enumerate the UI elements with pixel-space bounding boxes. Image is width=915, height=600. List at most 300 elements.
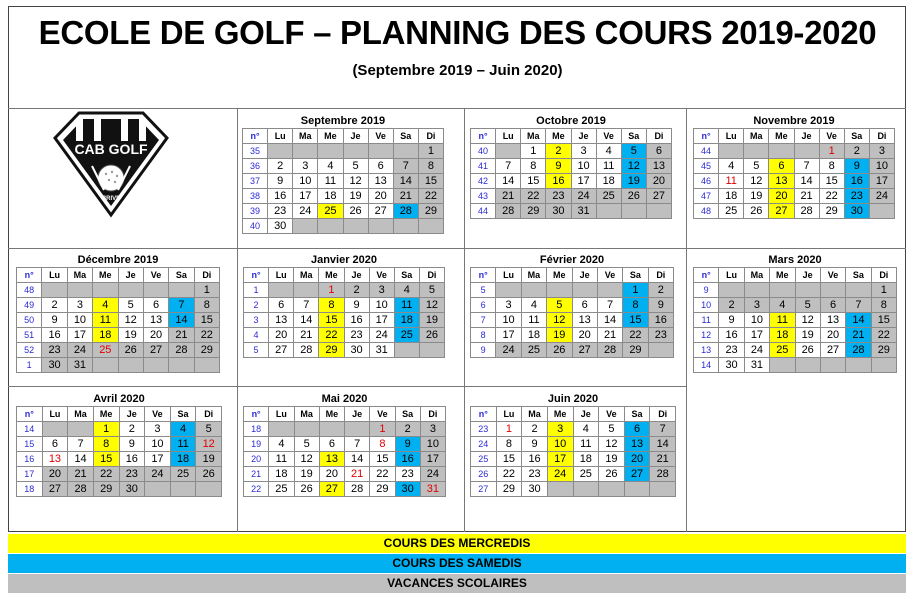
day-cell: 5 bbox=[621, 144, 646, 159]
day-cell: 12 bbox=[744, 174, 769, 189]
day-header: Ma bbox=[744, 268, 769, 283]
day-header: Lu bbox=[269, 268, 294, 283]
day-cell bbox=[599, 482, 625, 497]
day-cell: 25 bbox=[394, 328, 419, 343]
day-cell: 7 bbox=[496, 159, 521, 174]
day-cell: 3 bbox=[420, 422, 445, 437]
day-cell: 22 bbox=[871, 328, 896, 343]
day-cell bbox=[496, 144, 521, 159]
week-number: 11 bbox=[694, 313, 719, 328]
week-number: 51 bbox=[17, 328, 42, 343]
day-cell bbox=[419, 343, 444, 358]
day-header: Ve bbox=[368, 129, 393, 144]
day-cell bbox=[846, 283, 871, 298]
day-cell bbox=[68, 422, 94, 437]
day-header-row bbox=[243, 129, 444, 144]
day-header: Me bbox=[546, 129, 571, 144]
day-cell: 22 bbox=[521, 189, 546, 204]
day-cell: 28 bbox=[345, 482, 370, 497]
day-cell: 26 bbox=[343, 204, 368, 219]
week-number: 21 bbox=[244, 467, 269, 482]
day-cell: 13 bbox=[820, 313, 845, 328]
month-janvier-2020 bbox=[243, 253, 445, 358]
day-cell bbox=[318, 219, 343, 234]
day-header-row bbox=[471, 407, 676, 422]
day-cell: 8 bbox=[819, 159, 844, 174]
day-cell bbox=[143, 358, 168, 373]
day-cell bbox=[169, 358, 194, 373]
day-cell: 29 bbox=[871, 343, 896, 358]
day-cell: 7 bbox=[846, 298, 871, 313]
week-number: 18 bbox=[17, 482, 43, 497]
day-cell bbox=[871, 358, 896, 373]
week-row bbox=[17, 482, 222, 497]
day-header-row bbox=[17, 407, 222, 422]
day-cell: 25 bbox=[719, 204, 744, 219]
day-cell: 20 bbox=[820, 328, 845, 343]
day-cell: 21 bbox=[294, 328, 319, 343]
day-cell: 18 bbox=[719, 189, 744, 204]
day-cell bbox=[650, 482, 676, 497]
day-cell: 12 bbox=[118, 313, 143, 328]
day-cell: 19 bbox=[795, 328, 820, 343]
day-header: Lu bbox=[719, 129, 744, 144]
day-cell bbox=[393, 219, 418, 234]
week-number: 17 bbox=[17, 467, 43, 482]
day-cell: 7 bbox=[650, 422, 676, 437]
day-cell bbox=[196, 482, 222, 497]
day-cell: 18 bbox=[318, 189, 343, 204]
day-cell bbox=[719, 144, 744, 159]
day-header: n° bbox=[471, 268, 496, 283]
week-row bbox=[244, 313, 445, 328]
day-cell: 29 bbox=[418, 204, 443, 219]
day-cell: 2 bbox=[119, 422, 145, 437]
day-header: Di bbox=[194, 268, 219, 283]
day-header: Lu bbox=[42, 268, 67, 283]
day-header: Di bbox=[196, 407, 222, 422]
day-header: Me bbox=[319, 268, 344, 283]
day-cell: 10 bbox=[869, 159, 894, 174]
day-cell: 4 bbox=[93, 298, 118, 313]
page-title: ECOLE DE GOLF – PLANNING DES COURS 2019-2020 bbox=[38, 14, 877, 51]
day-cell: 20 bbox=[368, 189, 393, 204]
day-cell: 28 bbox=[294, 343, 319, 358]
week-number: 1 bbox=[244, 283, 269, 298]
day-cell: 5 bbox=[419, 283, 444, 298]
day-cell: 25 bbox=[770, 343, 795, 358]
day-cell: 8 bbox=[418, 159, 443, 174]
day-cell: 25 bbox=[93, 343, 118, 358]
day-header: Ma bbox=[521, 268, 546, 283]
day-header: n° bbox=[243, 129, 268, 144]
day-cell: 20 bbox=[572, 328, 597, 343]
day-cell: 7 bbox=[68, 437, 94, 452]
week-number: 14 bbox=[17, 422, 43, 437]
day-cell: 17 bbox=[145, 452, 171, 467]
day-cell: 20 bbox=[42, 467, 68, 482]
day-cell: 27 bbox=[624, 467, 650, 482]
day-cell: 31 bbox=[67, 358, 92, 373]
day-cell bbox=[368, 144, 393, 159]
day-cell: 12 bbox=[419, 298, 444, 313]
day-cell: 6 bbox=[368, 159, 393, 174]
week-row bbox=[17, 467, 222, 482]
day-header: Je bbox=[795, 268, 820, 283]
week-row bbox=[471, 482, 676, 497]
week-number: 10 bbox=[694, 298, 719, 313]
day-cell: 3 bbox=[369, 283, 394, 298]
day-cell: 20 bbox=[624, 452, 650, 467]
day-cell: 21 bbox=[794, 189, 819, 204]
week-row bbox=[243, 144, 444, 159]
day-cell: 14 bbox=[393, 174, 418, 189]
day-cell bbox=[621, 204, 646, 219]
day-header: Sa bbox=[624, 407, 650, 422]
week-row bbox=[694, 189, 895, 204]
day-header: Me bbox=[547, 268, 572, 283]
week-row bbox=[243, 219, 444, 234]
day-cell: 23 bbox=[719, 343, 744, 358]
month-juin-2020 bbox=[470, 392, 676, 497]
day-header: n° bbox=[244, 407, 269, 422]
day-cell: 18 bbox=[93, 328, 118, 343]
day-cell: 12 bbox=[621, 159, 646, 174]
month-avril-2020 bbox=[16, 392, 222, 497]
day-cell: 11 bbox=[93, 313, 118, 328]
day-cell bbox=[521, 283, 546, 298]
day-cell: 10 bbox=[67, 313, 92, 328]
day-cell: 25 bbox=[521, 343, 546, 358]
day-cell: 30 bbox=[42, 358, 67, 373]
day-cell: 16 bbox=[844, 174, 869, 189]
week-row bbox=[694, 159, 895, 174]
week-row bbox=[694, 358, 897, 373]
day-cell bbox=[145, 482, 171, 497]
day-cell: 30 bbox=[844, 204, 869, 219]
day-cell: 30 bbox=[395, 482, 420, 497]
day-cell bbox=[93, 358, 118, 373]
day-cell: 14 bbox=[68, 452, 94, 467]
month-title: Novembre 2019 bbox=[753, 115, 835, 127]
day-cell: 19 bbox=[343, 189, 368, 204]
day-cell: 13 bbox=[143, 313, 168, 328]
month-title: Janvier 2020 bbox=[310, 254, 378, 266]
week-number: 38 bbox=[243, 189, 268, 204]
day-cell: 15 bbox=[319, 313, 344, 328]
month-title: Octobre 2019 bbox=[536, 115, 606, 127]
day-cell: 17 bbox=[571, 174, 596, 189]
month-calendar-table bbox=[470, 267, 674, 358]
day-cell bbox=[770, 283, 795, 298]
day-cell: 5 bbox=[294, 437, 319, 452]
week-row bbox=[471, 343, 674, 358]
day-cell: 3 bbox=[293, 159, 318, 174]
day-header: Je bbox=[345, 407, 370, 422]
day-cell: 2 bbox=[268, 159, 293, 174]
week-number: 44 bbox=[694, 144, 719, 159]
day-cell bbox=[269, 283, 294, 298]
week-row bbox=[471, 467, 676, 482]
day-cell: 23 bbox=[395, 467, 420, 482]
day-cell: 3 bbox=[869, 144, 894, 159]
week-row bbox=[244, 482, 446, 497]
week-row bbox=[244, 467, 446, 482]
week-row bbox=[694, 283, 897, 298]
day-header: Ve bbox=[819, 129, 844, 144]
day-header: Ve bbox=[369, 268, 394, 283]
day-header: Lu bbox=[719, 268, 744, 283]
week-number: 50 bbox=[17, 313, 42, 328]
day-header: Je bbox=[794, 129, 819, 144]
day-cell bbox=[345, 422, 370, 437]
day-cell: 29 bbox=[521, 204, 546, 219]
week-number: 24 bbox=[471, 437, 497, 452]
day-header: Ma bbox=[294, 268, 319, 283]
day-cell: 14 bbox=[597, 313, 622, 328]
day-cell: 27 bbox=[368, 204, 393, 219]
day-cell: 31 bbox=[744, 358, 769, 373]
day-cell: 12 bbox=[196, 437, 222, 452]
day-cell: 10 bbox=[145, 437, 171, 452]
day-cell: 28 bbox=[169, 343, 194, 358]
day-cell bbox=[393, 144, 418, 159]
day-cell: 23 bbox=[844, 189, 869, 204]
day-cell bbox=[343, 219, 368, 234]
day-header-row bbox=[17, 268, 220, 283]
week-row bbox=[471, 452, 676, 467]
week-row bbox=[244, 422, 446, 437]
day-header: Ma bbox=[522, 407, 548, 422]
day-cell: 16 bbox=[522, 452, 548, 467]
day-cell: 15 bbox=[418, 174, 443, 189]
day-cell: 13 bbox=[269, 313, 294, 328]
day-cell: 10 bbox=[571, 159, 596, 174]
day-header: Je bbox=[571, 129, 596, 144]
day-cell: 10 bbox=[420, 437, 445, 452]
day-cell: 5 bbox=[196, 422, 222, 437]
day-cell: 1 bbox=[370, 422, 395, 437]
day-cell bbox=[268, 144, 293, 159]
day-cell: 22 bbox=[623, 328, 648, 343]
day-cell: 13 bbox=[624, 437, 650, 452]
day-cell: 28 bbox=[68, 482, 94, 497]
day-cell bbox=[744, 283, 769, 298]
divider-row1 bbox=[8, 248, 906, 249]
day-header: Lu bbox=[496, 407, 522, 422]
week-row bbox=[244, 283, 445, 298]
month-decembre-2019 bbox=[16, 253, 220, 373]
week-number: 7 bbox=[471, 313, 496, 328]
day-header: Di bbox=[871, 268, 896, 283]
day-cell: 24 bbox=[571, 189, 596, 204]
week-row bbox=[244, 452, 446, 467]
month-calendar-table bbox=[243, 267, 445, 358]
day-cell bbox=[547, 482, 573, 497]
day-header: Me bbox=[93, 268, 118, 283]
day-cell: 20 bbox=[319, 467, 344, 482]
day-cell: 25 bbox=[318, 204, 343, 219]
day-cell: 1 bbox=[521, 144, 546, 159]
day-cell: 17 bbox=[293, 189, 318, 204]
week-row bbox=[471, 328, 674, 343]
month-title: Mars 2020 bbox=[768, 254, 822, 266]
week-number: 5 bbox=[471, 283, 496, 298]
week-number: 47 bbox=[694, 189, 719, 204]
day-cell bbox=[572, 283, 597, 298]
day-cell: 20 bbox=[269, 328, 294, 343]
week-row bbox=[471, 422, 676, 437]
week-row bbox=[694, 298, 897, 313]
week-row bbox=[694, 328, 897, 343]
week-number: 48 bbox=[17, 283, 42, 298]
day-cell bbox=[42, 283, 67, 298]
day-cell: 27 bbox=[646, 189, 671, 204]
day-cell: 16 bbox=[344, 313, 369, 328]
divider-top bbox=[8, 108, 906, 109]
day-cell bbox=[294, 422, 319, 437]
day-cell: 22 bbox=[93, 467, 119, 482]
day-cell: 3 bbox=[571, 144, 596, 159]
day-cell: 21 bbox=[393, 189, 418, 204]
week-row bbox=[243, 189, 444, 204]
legend-saturday: COURS DES SAMEDIS bbox=[8, 554, 906, 573]
day-cell: 13 bbox=[42, 452, 68, 467]
day-cell: 2 bbox=[395, 422, 420, 437]
day-cell: 15 bbox=[496, 452, 522, 467]
day-header: Ma bbox=[67, 268, 92, 283]
day-cell: 14 bbox=[794, 174, 819, 189]
day-cell: 2 bbox=[648, 283, 673, 298]
day-cell: 7 bbox=[794, 159, 819, 174]
week-number: 35 bbox=[243, 144, 268, 159]
day-cell: 19 bbox=[196, 452, 222, 467]
week-number: 4 bbox=[244, 328, 269, 343]
week-row bbox=[694, 144, 895, 159]
day-cell: 26 bbox=[118, 343, 143, 358]
week-number: 14 bbox=[694, 358, 719, 373]
day-header: Ma bbox=[68, 407, 94, 422]
week-number: 2 bbox=[244, 298, 269, 313]
week-row bbox=[694, 174, 895, 189]
week-number: 40 bbox=[243, 219, 268, 234]
day-cell: 18 bbox=[394, 313, 419, 328]
day-header-row bbox=[244, 407, 446, 422]
day-header: Ve bbox=[145, 407, 171, 422]
day-header: Sa bbox=[170, 407, 196, 422]
day-cell: 18 bbox=[573, 452, 599, 467]
day-cell: 30 bbox=[719, 358, 744, 373]
day-cell: 23 bbox=[522, 467, 548, 482]
month-mai-2020 bbox=[243, 392, 446, 497]
week-row bbox=[17, 358, 220, 373]
week-number: 44 bbox=[471, 204, 496, 219]
day-header: Sa bbox=[394, 268, 419, 283]
day-cell: 13 bbox=[769, 174, 794, 189]
divider-col2 bbox=[464, 108, 465, 532]
day-header: n° bbox=[694, 268, 719, 283]
day-cell: 11 bbox=[521, 313, 546, 328]
day-cell: 8 bbox=[319, 298, 344, 313]
day-header: Me bbox=[318, 129, 343, 144]
day-cell: 2 bbox=[844, 144, 869, 159]
day-cell: 2 bbox=[719, 298, 744, 313]
day-cell bbox=[42, 422, 68, 437]
day-cell bbox=[869, 204, 894, 219]
day-header: Ma bbox=[293, 129, 318, 144]
day-cell: 15 bbox=[194, 313, 219, 328]
week-row bbox=[17, 328, 220, 343]
month-octobre-2019 bbox=[470, 114, 672, 219]
day-cell: 23 bbox=[268, 204, 293, 219]
day-cell: 27 bbox=[319, 482, 344, 497]
month-calendar-table bbox=[470, 128, 672, 219]
day-header: Ma bbox=[294, 407, 319, 422]
week-row bbox=[244, 343, 445, 358]
day-cell bbox=[795, 358, 820, 373]
day-header: Je bbox=[118, 268, 143, 283]
day-cell: 6 bbox=[646, 144, 671, 159]
week-row bbox=[694, 204, 895, 219]
day-header: Ve bbox=[599, 407, 625, 422]
day-cell: 3 bbox=[496, 298, 521, 313]
day-cell: 19 bbox=[419, 313, 444, 328]
day-cell: 29 bbox=[623, 343, 648, 358]
day-header: Di bbox=[650, 407, 676, 422]
day-cell: 19 bbox=[621, 174, 646, 189]
day-cell bbox=[318, 144, 343, 159]
day-header-row bbox=[694, 268, 897, 283]
day-cell: 4 bbox=[170, 422, 196, 437]
week-number: 3 bbox=[244, 313, 269, 328]
day-cell: 24 bbox=[869, 189, 894, 204]
day-cell: 5 bbox=[744, 159, 769, 174]
day-cell: 10 bbox=[744, 313, 769, 328]
day-header: Ve bbox=[143, 268, 168, 283]
day-cell: 11 bbox=[719, 174, 744, 189]
week-number: 39 bbox=[243, 204, 268, 219]
day-cell: 10 bbox=[496, 313, 521, 328]
day-header: n° bbox=[244, 268, 269, 283]
week-row bbox=[244, 298, 445, 313]
week-number: 52 bbox=[17, 343, 42, 358]
day-header: Je bbox=[343, 129, 368, 144]
month-title: Septembre 2019 bbox=[300, 115, 386, 127]
day-header: Sa bbox=[621, 129, 646, 144]
month-title: Février 2020 bbox=[539, 254, 605, 266]
week-number: 20 bbox=[244, 452, 269, 467]
week-row bbox=[471, 159, 672, 174]
day-header: Sa bbox=[846, 268, 871, 283]
day-cell: 12 bbox=[599, 437, 625, 452]
day-cell: 22 bbox=[319, 328, 344, 343]
day-cell: 17 bbox=[869, 174, 894, 189]
day-cell: 1 bbox=[319, 283, 344, 298]
day-cell bbox=[624, 482, 650, 497]
day-cell: 13 bbox=[368, 174, 393, 189]
day-cell: 26 bbox=[621, 189, 646, 204]
day-cell: 15 bbox=[370, 452, 395, 467]
week-number: 46 bbox=[694, 174, 719, 189]
day-header: Sa bbox=[844, 129, 869, 144]
day-cell: 14 bbox=[294, 313, 319, 328]
day-header: Di bbox=[646, 129, 671, 144]
day-cell bbox=[646, 204, 671, 219]
day-cell: 25 bbox=[596, 189, 621, 204]
week-row bbox=[244, 328, 445, 343]
day-cell: 17 bbox=[744, 328, 769, 343]
week-number: 41 bbox=[471, 159, 496, 174]
